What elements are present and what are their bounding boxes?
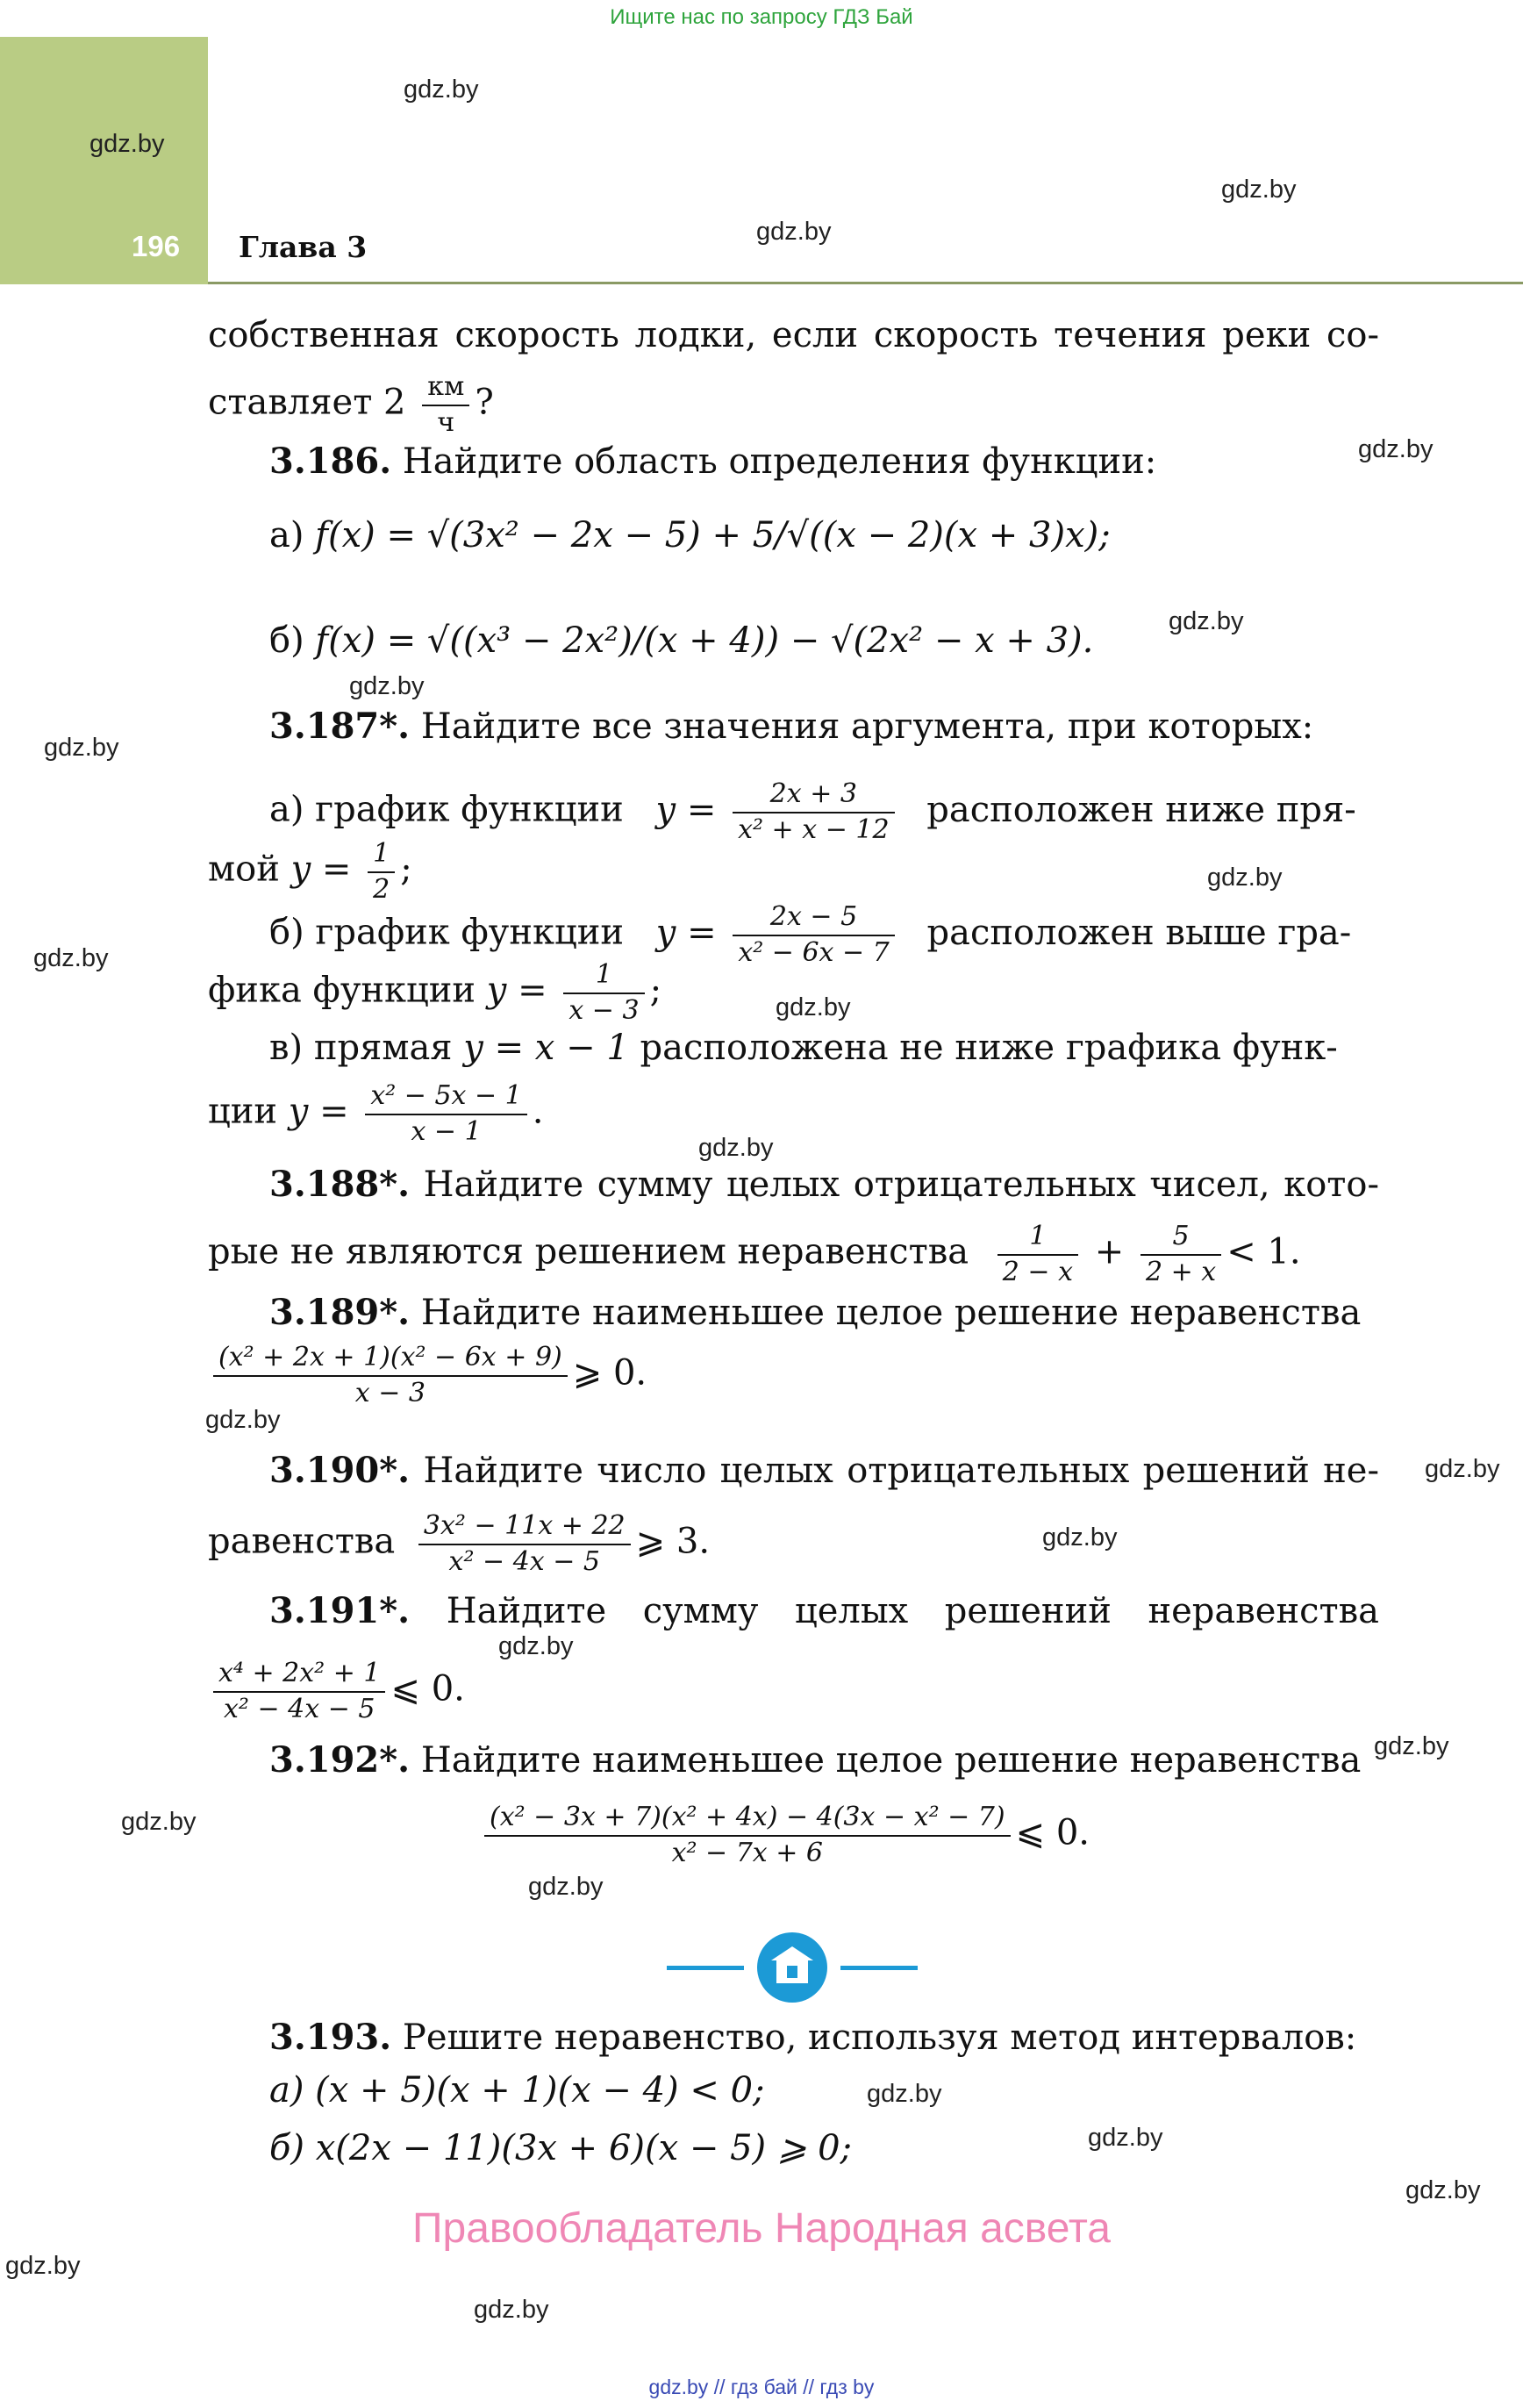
problem-text: Найдите наименьшее целое решение неравенства: [420, 1293, 1362, 1333]
numerator: 1: [563, 960, 644, 994]
problem-3-193: [269, 2017, 1356, 2059]
numerator: 1: [997, 1222, 1078, 1256]
page-number: 196: [132, 230, 181, 262]
numerator: (x² + 2x + 1)(x² − 6x + 9): [213, 1343, 568, 1377]
text: в) прямая: [269, 1028, 453, 1068]
text: расположен выше гра-: [926, 912, 1352, 953]
problem-text: Найдите наименьшее целое решение неравенства: [420, 1740, 1362, 1781]
problem-3-188-line2: [208, 1222, 1301, 1287]
problem-3-187-a-line2: [208, 839, 412, 905]
denominator: x² − 7x + 6: [671, 1837, 824, 1868]
unit-denominator: ч: [437, 406, 455, 438]
watermark: gdz.by: [349, 672, 425, 700]
watermark: gdz.by: [44, 734, 119, 762]
problem-3-187: [269, 706, 1313, 748]
watermark: gdz.by: [89, 130, 165, 158]
home-icon-door: [787, 1966, 797, 1978]
watermark: gdz.by: [1425, 1455, 1500, 1483]
text: фика функции: [208, 970, 476, 1011]
fraction: [1140, 1222, 1221, 1287]
problem-text: Решите неравенство, используя метод интервалов:: [402, 2017, 1357, 2058]
problem-3-186-b: [269, 620, 1093, 662]
divider-line-left: [667, 1966, 744, 1970]
rhs: < 1.: [1226, 1231, 1301, 1272]
fraction: [418, 1511, 631, 1577]
watermark: gdz.by: [404, 75, 479, 104]
chapter-title: Глава 3: [239, 230, 368, 264]
copyright: Правообладатель Народная асвета: [412, 2205, 1111, 2252]
text: а) график функции: [269, 789, 624, 830]
problem-3-187-b-line1: [269, 902, 1351, 968]
intro-line-2: [208, 372, 494, 438]
line-expression: y = x − 1: [463, 1028, 629, 1068]
numerator: 2x − 5: [733, 902, 894, 936]
formula: f(x) = √(3x² − 2x − 5) + 5/√((x − 2)(x + 3)x);: [315, 515, 1111, 555]
watermark: gdz.by: [1207, 864, 1283, 892]
denominator: 2: [373, 873, 390, 905]
numerator: x⁴ + 2x² + 1: [213, 1659, 385, 1693]
divider-line-right: [840, 1966, 918, 1970]
formula: f(x) = √((x³ − 2x²)/(x + 4)) − √(2x² − x + 3).: [315, 620, 1094, 661]
denominator: x − 3: [568, 994, 640, 1026]
item-label: а): [269, 515, 304, 555]
problem-text: Найдите сумму целых решений неравенства: [446, 1591, 1380, 1631]
fraction: [484, 1802, 1011, 1868]
problem-3-189: [269, 1292, 1361, 1334]
watermark: gdz.by: [1221, 176, 1297, 204]
watermark: gdz.by: [528, 1873, 604, 1901]
problem-number: 3.190*.: [269, 1450, 411, 1491]
fraction: [563, 960, 644, 1026]
footer-links[interactable]: gdz.by // гдз бай // гдз by: [648, 2376, 875, 2398]
rhs: ⩾ 0.: [572, 1352, 647, 1394]
problem-number: 3.187*.: [269, 706, 411, 747]
problem-3-187-b-line2: [208, 960, 661, 1026]
numerator: 2x + 3: [733, 779, 894, 813]
numerator: 5: [1140, 1222, 1221, 1256]
problem-3-192-formula: [479, 1802, 1090, 1868]
problem-3-190-line1: [269, 1450, 1379, 1492]
fraction: [368, 839, 395, 905]
func-y: y =: [486, 970, 547, 1011]
watermark: gdz.by: [1358, 435, 1434, 463]
problem-3-186: [269, 441, 1156, 483]
problem-3-187-a-line1: [269, 779, 1356, 845]
watermark: gdz.by: [1042, 1523, 1118, 1552]
text: б) график функции: [269, 912, 625, 953]
item-label: б): [269, 620, 304, 661]
denominator: x² − 6x − 7: [738, 936, 890, 968]
text: ции: [208, 1091, 278, 1132]
text: мой: [208, 849, 280, 890]
watermark: gdz.by: [756, 218, 832, 246]
fraction: [365, 1081, 526, 1147]
intro-line-1: собственная скорость лодки, если скорость течения реки со-: [208, 315, 1379, 355]
problem-3-187-c-line1: [269, 1027, 1338, 1069]
problem-3-191-formula: [208, 1659, 465, 1724]
watermark: gdz.by: [1169, 607, 1244, 635]
problem-number: 3.188*.: [269, 1164, 411, 1205]
semicolon: ;: [400, 849, 412, 890]
unit-numerator: км: [422, 372, 469, 406]
watermark: gdz.by: [776, 993, 851, 1021]
denominator: 2 + x: [1145, 1256, 1217, 1287]
watermark: gdz.by: [867, 2080, 942, 2108]
text: рые не являются решением неравенства: [208, 1231, 969, 1272]
plus-sign: +: [1094, 1231, 1125, 1272]
home-icon-roof: [771, 1946, 813, 1960]
problem-3-191: [269, 1590, 1379, 1632]
intro-text: ставляет 2: [208, 382, 406, 423]
problem-number: 3.191*.: [269, 1590, 411, 1631]
func-y: y =: [655, 912, 717, 953]
problem-3-193-a: а) (x + 5)(x + 1)(x − 4) < 0;: [269, 2070, 765, 2111]
problem-3-187-c-line2: [208, 1081, 544, 1147]
problem-3-192: [269, 1739, 1361, 1781]
watermark: gdz.by: [121, 1808, 197, 1836]
problem-number: 3.186.: [269, 441, 392, 482]
rhs: ⩽ 0.: [390, 1668, 465, 1709]
numerator: 3x² − 11x + 22: [418, 1511, 631, 1545]
top-banner[interactable]: Ищите нас по запросу ГДЗ Бай: [610, 5, 913, 29]
fraction: [213, 1659, 385, 1724]
watermark: gdz.by: [474, 2296, 549, 2324]
func-y: y =: [290, 849, 352, 890]
problem-number: 3.193.: [269, 2017, 392, 2058]
fraction: [733, 779, 894, 845]
problem-3-190-line2: [208, 1511, 710, 1577]
rhs: ⩽ 0.: [1015, 1812, 1090, 1853]
intro-question-mark: ?: [475, 382, 494, 423]
watermark: gdz.by: [5, 2252, 81, 2280]
fraction: [213, 1343, 568, 1408]
text: расположена не ниже графика функ-: [640, 1028, 1338, 1068]
problem-text: Найдите сумму целых отрицательных чисел, кото-: [423, 1165, 1380, 1205]
problem-3-186-a: [269, 514, 1111, 556]
numerator: (x² − 3x + 7)(x² + 4x) − 4(3x − x² − 7): [484, 1802, 1011, 1837]
watermark: gdz.by: [1374, 1732, 1449, 1760]
problem-text: Найдите число целых отрицательных решений не-: [423, 1451, 1379, 1491]
numerator: 1: [368, 839, 395, 873]
problem-3-193-b: б) x(2x − 11)(3x + 6)(x − 5) ⩾ 0;: [269, 2128, 853, 2168]
watermark: gdz.by: [498, 1632, 574, 1660]
header-rule: [208, 282, 1523, 284]
problem-number: 3.189*.: [269, 1292, 411, 1333]
watermark: gdz.by: [1088, 2124, 1163, 2152]
problem-3-188-line1: [269, 1164, 1379, 1206]
denominator: x² − 4x − 5: [224, 1693, 375, 1724]
watermark: gdz.by: [698, 1134, 774, 1162]
fraction: [733, 902, 894, 968]
rhs: ⩾ 3.: [635, 1521, 711, 1562]
speed-unit: [422, 372, 469, 438]
text: расположен ниже пря-: [926, 789, 1356, 830]
problem-3-189-formula: [208, 1343, 647, 1408]
denominator: x² − 4x − 5: [448, 1545, 601, 1577]
func-y: y =: [655, 789, 717, 830]
problem-text: Найдите область определения функции:: [402, 441, 1157, 482]
func-y: y =: [288, 1091, 349, 1132]
fraction: [997, 1222, 1078, 1287]
denominator: 2 − x: [1002, 1256, 1074, 1287]
text: равенства: [208, 1521, 396, 1562]
numerator: x² − 5x − 1: [365, 1081, 526, 1115]
watermark: gdz.by: [33, 944, 109, 972]
watermark: gdz.by: [205, 1406, 281, 1434]
denominator: x − 1: [411, 1115, 482, 1147]
watermark: gdz.by: [1405, 2176, 1481, 2204]
denominator: x² + x − 12: [738, 813, 890, 845]
period: .: [532, 1091, 544, 1132]
semicolon: ;: [649, 970, 662, 1011]
denominator: x − 3: [354, 1377, 425, 1408]
problem-number: 3.192*.: [269, 1739, 411, 1781]
problem-text: Найдите все значения аргумента, при которых:: [420, 706, 1314, 747]
